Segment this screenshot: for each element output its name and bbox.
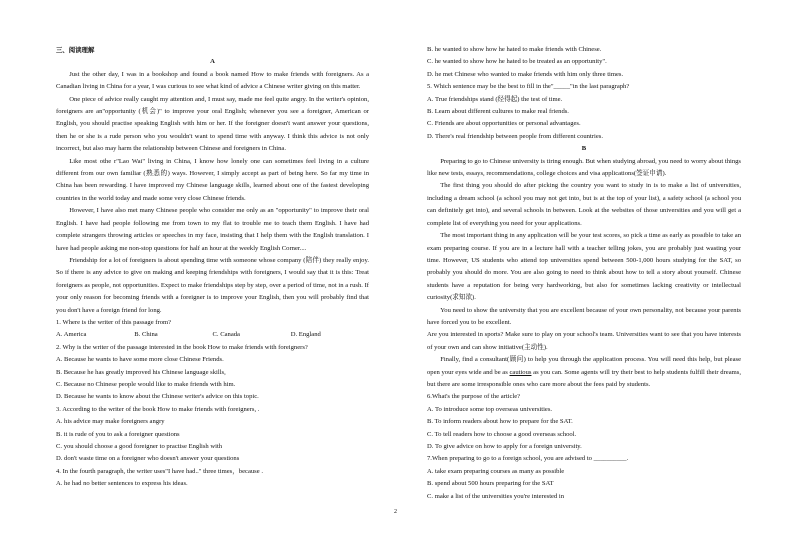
- question-4: 4. In the fourth paragraph, the writer uses"I have had.." three times，because .: [56, 467, 263, 475]
- passage-a-para-3: Like most othe r"Lao Wai" living in China, I know how lonely one can sometimes feel living in a culture different from our own familiar (熟悉的) ways. However, I simply accept as part of being here. So far my time in China has been rewarding. I have improved my Chinese language skills, learned about one of the fastest developing countries in the world today and made some very close Chinese friends.: [56, 157, 369, 202]
- q2-option-d: D. Because he wants to know about the Chinese writer's advice on this topic.: [56, 393, 259, 401]
- para-6-text-before: Finally, find a consultant(顾问) to help you through the application process. You will need this help, but please open your eyes wide and be as: [427, 356, 741, 376]
- section-heading: 三、阅读理解: [56, 46, 95, 54]
- question-2: 2. Why is the writer of the passage interested in the book How to make friends with foreigners?: [56, 343, 308, 351]
- q3-option-c: C. you should choose a good foreigner to practise English with: [56, 443, 223, 450]
- q4-option-b: B. he wanted to show how he hated to make friends with Chinese.: [427, 46, 602, 53]
- passage-b-para-3: The most important thing in any application will be your test scores, so pick a time as early as possible to take an exam preparing course. If you are in a lecture hall with a teacher telling jokes, you are probably just wasting your time. However, US students who attend top universities spend between 500-1,000 hours studying for the SAT, so probably you should do more. You are also going to need to think about how to tell a story about yourself. Chinese students have a reputation for being very hardworking, but also for sometimes lacking creativity or intellectual curiosity(求知欲).: [427, 232, 741, 302]
- q3-option-d: D. don't waste time on a foreigner who doesn't answer your questions: [56, 455, 240, 463]
- q3-option-b: B. it is rude of you to ask a foreigner questions: [56, 430, 180, 438]
- q1-option-a: A. America: [56, 331, 87, 339]
- q6-option-c: C. To tell readers how to choose a good overseas school.: [427, 430, 577, 438]
- q6-option-d: D. To give advice on how to apply for a foreign university.: [427, 443, 582, 450]
- passage-b-para-1: Preparing to go to Chinese university is tiring enough. But when studying abroad, you need to worry about things like new tests, essays, recommendations, college choices and visa applications(签证申请).: [427, 157, 741, 178]
- passage-b-para-2: The first thing you should do after picking the country you want to study in is to make a list of universities, including a dream school (a school you may not get into, but is at the top of your list), a safety school (a school you can definitely get into), and several schools in between. Look at the websites of those universities and you will get a complete list of everything you need for your applications.: [427, 182, 741, 227]
- q6-option-a: A. To introduce some top overseas universities.: [427, 405, 553, 413]
- q7-option-b: B. spend about 500 hours preparing for the SAT: [427, 480, 554, 488]
- q1-option-c: C. Canada: [212, 331, 240, 339]
- q5-option-a: A. True friendships stand (经得起) the test of time.: [427, 95, 563, 103]
- underlined-word: cautious: [509, 368, 532, 376]
- passage-a-label: A: [210, 58, 215, 66]
- q5-option-c: C. Friends are about opportunities or personal advantages.: [427, 120, 581, 128]
- question-1-options: [56, 329, 369, 341]
- question-1: 1. Where is the writer of this passage from?: [56, 318, 172, 326]
- para-6-text-after: as you can. Some agents will try their best to help students fulfill their dreams, but there are some irresponsible ones who care more about the fees paid by students.: [427, 368, 741, 388]
- q7-option-c: C. make a list of the universities you're interested in: [427, 492, 565, 500]
- q7-option-a: A. take exam preparing courses as many as possible: [427, 467, 565, 475]
- q2-option-b: B. Because he has greatly improved his Chinese language skills,: [56, 368, 226, 376]
- passage-a-para-5: Friendship for a lot of foreigners is about spending time with someone whose company (陪伴) they really enjoy. So if there is any advice to give on making and keeping friendships with foreigners, I would say that it is this: Treat foreigners as people, not opportunities. Expect to make friendships step by step, over a period of time, not in a rush. If your only reason for becoming friends with a foreigner is to improve your English, then you will probably find that you don't have a foreign friend for long.: [56, 256, 369, 314]
- passage-b-para-6: [427, 354, 741, 391]
- page-number: 2: [394, 509, 397, 515]
- q1-option-b: B. China: [134, 331, 158, 339]
- left-column: [56, 44, 369, 491]
- question-6: 6.What's the purpose of the article?: [427, 393, 521, 401]
- question-7: 7.When preparing to go to a foreign school, you are advised to __________.: [427, 455, 629, 463]
- passage-b-para-5: Are you interested in sports? Make sure to play on your school's team. Universities want to see that you have interests of your own and can show initiative(主动性).: [427, 331, 741, 351]
- q4-option-a: A. he had no better sentences to express his ideas.: [56, 480, 188, 488]
- passage-b-para-4: You need to show the university that you are excellent because of your own personality, not because your parents have forced you to be excellent.: [427, 306, 741, 326]
- q4-option-c: C. he wanted to show how he hated to be treated as an opportunity".: [427, 58, 607, 66]
- passage-a-para-2: One piece of advice really caught my attention and, I must say, made me feel quite angry. In the writer's opinion, foreigners are an"opportunity (机会)" to improve your oral English; whenever you see a foreigner, American or English, you should practise speaking English with him or her. If the foreigner doesn't want answer your questions, then he or she is a rude person who you wouldn't want to spend time with anyway. I think this advice is not only incorrect, but also may harm the relationship between Chinese and foreigners in China.: [56, 95, 369, 153]
- q2-option-a: A. Because he wants to have some more close Chinese Friends.: [56, 356, 224, 364]
- q3-option-a: A. his advice may make foreigners angry: [56, 418, 165, 426]
- q5-option-b: B. Learn about different cultures to make real friends.: [427, 108, 569, 116]
- passage-a-para-1: Just the other day, I was in a bookshop and found a book named How to make friends with foreigners. As a Canadian living in China for a year, I was curious to see what kind of advice a Chinese writer giving on this matter.: [56, 70, 369, 91]
- q4-option-d: D. he met Chinese who wanted to make friends with him only three times.: [427, 70, 624, 78]
- q2-option-c: C. Because no Chinese people would like to make friends with him.: [56, 380, 236, 388]
- question-5: 5. Which sentence may be the best to fill in the"_____"in the last paragraph?: [427, 83, 630, 91]
- q1-option-d: D. England: [290, 331, 321, 339]
- question-3: 3. According to the writer of the book How to make friends with foreigners, .: [56, 405, 260, 413]
- passage-a-para-4: However, I have also met many Chinese people who consider me only as an "opportunity" to improve their oral English. I have had people following me from town to my flat to trouble me to teach them English. I have had complete strangers throwing articles or speeches in my face, insisting that I help them with the English translation. I have had people asking me non-stop questions for half an hour at the weekly English Corner....: [56, 207, 369, 252]
- q5-option-d: D. There's real friendship between people from different countries.: [427, 132, 603, 140]
- passage-b-label: B: [581, 145, 587, 153]
- q6-option-b: B. To inform readers about how to prepare for the SAT.: [427, 418, 573, 426]
- right-column: [427, 44, 741, 503]
